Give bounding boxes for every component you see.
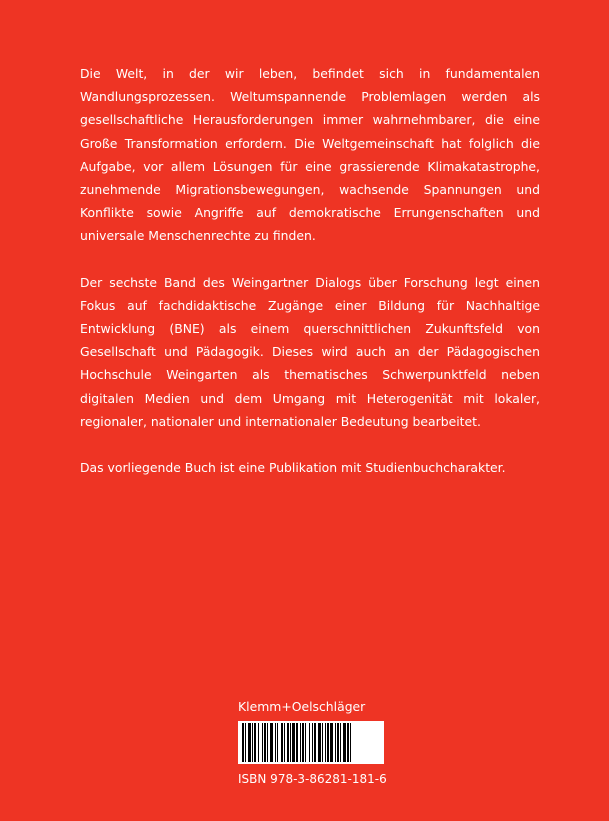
barcode-bar xyxy=(248,723,251,762)
barcode-bar xyxy=(267,723,268,762)
barcode-bar xyxy=(296,723,298,762)
barcode-graphic xyxy=(240,723,382,762)
barcode-bar xyxy=(258,723,259,762)
barcode-bar xyxy=(300,723,301,762)
barcode-bar xyxy=(322,723,323,762)
publisher-name: Klemm+Oelschläger xyxy=(238,699,366,714)
barcode-bar xyxy=(327,723,329,762)
barcode-bar xyxy=(252,723,253,762)
barcode-icon xyxy=(238,721,384,764)
barcode-bar xyxy=(245,723,246,762)
paragraph-3: Das vorliegende Buch ist eine Publikation mit Studienbuchcharakter. xyxy=(80,460,506,476)
barcode-bar xyxy=(318,723,321,762)
barcode-bar xyxy=(264,723,266,762)
barcode-bar xyxy=(340,723,341,762)
paragraph-2: Der sechste Band des Weingartner Dialogs über Forschung legt einen Fokus auf fachdidaktische Zugänge einer Bildung für Nachhaltige Entwicklung (BNE) als einem querschnittlichen Zukunftsfeld von Gesellschaft und Pädagogik. Dieses wird auch an der Pädagogischen Hochschule Weingarten als thematisches Schwerpunktfeld neben digitalen Medien und dem Umgang mit Heterogenität mit lokaler, regionaler, nationaler und internationaler Bedeutung bearbeitet. xyxy=(80,274,540,429)
barcode-bar xyxy=(335,723,336,762)
barcode-bar xyxy=(325,723,326,762)
publisher-block xyxy=(238,699,387,787)
barcode-bar xyxy=(277,723,278,762)
barcode-bar xyxy=(302,723,304,762)
barcode-bar xyxy=(290,723,291,762)
barcode-bar xyxy=(343,723,346,762)
barcode-bar xyxy=(242,723,244,762)
barcode-bar xyxy=(281,723,283,762)
barcode-bar xyxy=(254,723,256,762)
paragraph-1: Die Welt, in der wir leben, befindet sich in fundamentalen Wandlungsprozessen. Weltumspannende Problemlagen werden als gesellschaftliche Herausforderungen immer wahrnehmbarer, die eine Große Transformation erfordern. Die Weltgemeinschaft hat folglich die Aufgabe, vor allem Lösungen für eine grassierende Klimakatastrophe, zunehmende Migrationsbewegungen, wachsende Spannungen und Konflikte sowie Angriffe auf demokratische Errungenschaften und universale Menschenrechte zu finden. xyxy=(80,66,540,244)
barcode-bar xyxy=(330,723,333,762)
barcode-bar xyxy=(262,723,263,762)
barcode-bar xyxy=(275,723,276,762)
barcode-bar xyxy=(305,723,306,762)
isbn-number: ISBN 978-3-86281-181-6 xyxy=(238,772,387,786)
barcode-bar xyxy=(347,723,349,762)
barcode-bar xyxy=(314,723,316,762)
back-cover-text xyxy=(80,62,540,502)
barcode-bar xyxy=(270,723,273,762)
barcode-bar xyxy=(350,723,351,762)
barcode-bar xyxy=(287,723,289,762)
barcode-bar xyxy=(312,723,313,762)
barcode-bar xyxy=(292,723,295,762)
barcode-bar xyxy=(309,723,310,762)
barcode-bar xyxy=(337,723,339,762)
barcode-bar xyxy=(284,723,285,762)
